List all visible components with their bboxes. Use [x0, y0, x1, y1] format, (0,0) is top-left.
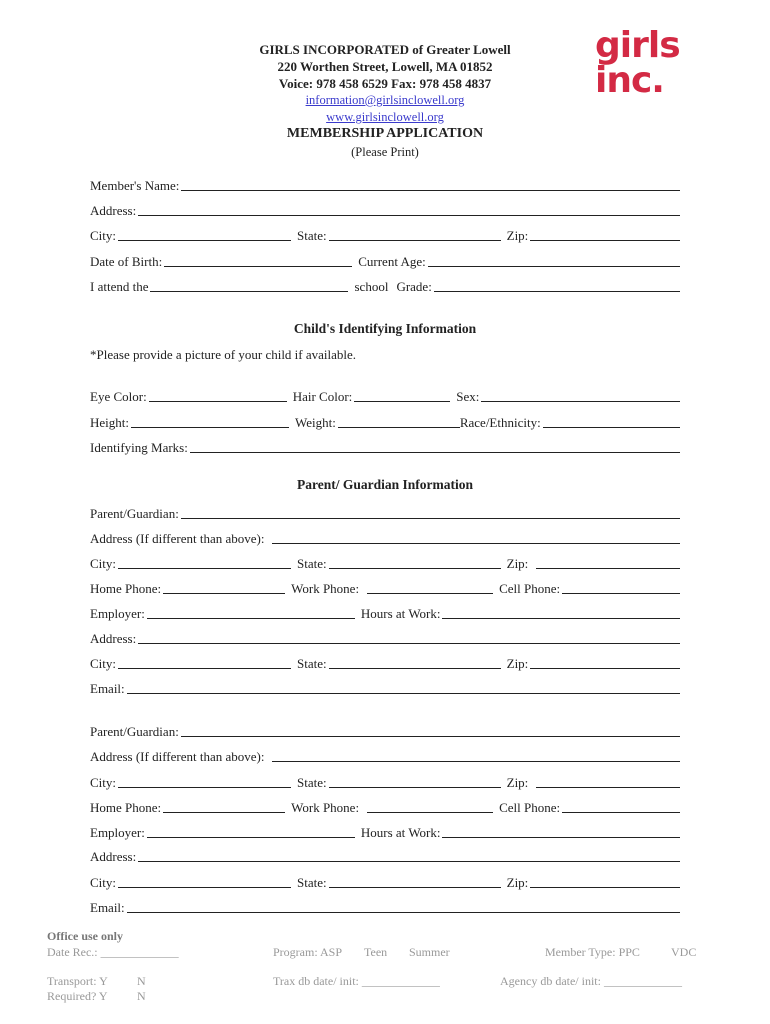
p2-employer-row	[90, 825, 680, 841]
p1-home-phone-label: Home Phone:	[90, 581, 162, 596]
child-photo-note: *Please provide a picture of your child if available.	[90, 347, 357, 362]
p2-email-label: Email:	[90, 900, 125, 915]
member-address-label: Address:	[90, 203, 137, 218]
office-vdc: VDC	[671, 945, 697, 959]
weight-label: Weight:	[295, 415, 336, 430]
member-state-label: State:	[297, 228, 327, 243]
p1-address-row	[90, 631, 680, 647]
p1-employer-label: Employer:	[90, 606, 145, 621]
p1-phone-row	[90, 581, 680, 597]
member-name-field[interactable]	[181, 190, 680, 191]
office-transport: Transport: Y	[47, 974, 108, 988]
p1-addr-diff-row	[90, 531, 680, 547]
p2-email-field[interactable]	[127, 912, 680, 913]
p2-state2-label: State:	[297, 875, 327, 890]
p2-employer-field[interactable]	[147, 837, 355, 838]
p1-zip-label: Zip:	[506, 556, 529, 571]
p1-guardian-label: Parent/Guardian:	[90, 506, 179, 521]
p2-addr-diff-row	[90, 749, 680, 765]
office-agency: Agency db date/ init: _____________	[500, 974, 682, 988]
p1-city2-label: City:	[90, 656, 117, 671]
p1-cell-phone-label: Cell Phone:	[499, 581, 561, 596]
p2-address-row	[90, 849, 680, 865]
p2-city-label: City:	[90, 775, 117, 790]
member-zip-label: Zip:	[506, 228, 529, 243]
org-phone-fax: Voice: 978 458 6529 Fax: 978 458 4837	[278, 76, 492, 91]
member-city-row	[90, 228, 680, 244]
member-attend-label: I attend the	[90, 279, 149, 294]
office-teen: Teen	[364, 945, 388, 959]
p1-addr-diff-label: Address (If different than above):	[90, 531, 265, 546]
p1-state-label: State:	[297, 556, 327, 571]
p1-home-phone-field[interactable]	[163, 593, 285, 594]
height-label: Height:	[90, 415, 129, 430]
member-age-label: Current Age:	[358, 254, 426, 269]
p2-guardian-field[interactable]	[181, 736, 680, 737]
p1-addr-diff-field[interactable]	[272, 543, 680, 544]
p2-city2-row	[90, 875, 680, 891]
p1-state2-field[interactable]	[329, 668, 501, 669]
office-date-rec: Date Rec.: _____________	[47, 945, 179, 959]
p1-work-phone-field[interactable]	[367, 593, 493, 594]
p1-email-row	[90, 681, 680, 697]
p2-address-label: Address:	[90, 849, 137, 864]
logo-line-2: inc.	[595, 60, 664, 101]
p2-state2-field[interactable]	[329, 887, 501, 888]
p1-hours-field[interactable]	[442, 618, 680, 619]
org-name: GIRLS INCORPORATED of Greater Lowell	[259, 42, 511, 57]
p1-city-row	[90, 556, 680, 572]
weight-field[interactable]	[338, 427, 460, 428]
p1-guardian-row	[90, 506, 680, 522]
form-title: MEMBERSHIP APPLICATION	[286, 126, 484, 141]
p2-address-field[interactable]	[138, 861, 680, 862]
marks-field[interactable]	[190, 452, 680, 453]
p2-city-row	[90, 775, 680, 791]
p1-employer-row	[90, 606, 680, 622]
p2-zip-label: Zip:	[506, 775, 529, 790]
office-required: Required? Y	[47, 989, 108, 1003]
office-transport-n: N	[137, 974, 146, 988]
p1-email-label: Email:	[90, 681, 125, 696]
parent-section-heading: Parent/ Guardian Information	[296, 477, 473, 492]
girls-inc-logo	[595, 25, 680, 101]
p1-email-field[interactable]	[127, 693, 680, 694]
p2-zip2-field[interactable]	[530, 887, 680, 888]
p1-city-field[interactable]	[118, 568, 291, 569]
office-member-type: Member Type: PPC	[545, 945, 640, 959]
p1-address-label: Address:	[90, 631, 137, 646]
p2-cell-phone-label: Cell Phone:	[499, 800, 561, 815]
p2-email-row	[90, 900, 680, 916]
p2-state-field[interactable]	[329, 787, 501, 788]
org-address: 220 Worthen Street, Lowell, MA 01852	[277, 59, 493, 74]
child-eye-row	[90, 389, 680, 405]
logo-line-1: girls	[595, 25, 680, 66]
hair-color-field[interactable]	[354, 401, 450, 402]
office-trax: Trax db date/ init: _____________	[273, 974, 440, 988]
p2-hours-field[interactable]	[442, 837, 680, 838]
org-email-link[interactable]: information@girlsinclowell.org	[305, 93, 465, 107]
p1-cell-phone-field[interactable]	[562, 593, 680, 594]
p1-city2-row	[90, 656, 680, 672]
member-grade-label: Grade:	[396, 279, 432, 294]
p2-work-phone-label: Work Phone:	[291, 800, 360, 815]
p1-zip2-label: Zip:	[506, 656, 529, 671]
office-use-heading: Office use only	[47, 929, 123, 943]
member-school-label: school	[354, 279, 389, 294]
office-summer: Summer	[409, 945, 450, 959]
member-address-field[interactable]	[138, 215, 680, 216]
p2-hours-label: Hours at Work:	[360, 825, 441, 840]
member-school-row	[90, 279, 680, 295]
height-field[interactable]	[131, 427, 289, 428]
member-zip-field[interactable]	[530, 240, 680, 241]
p2-city-field[interactable]	[118, 787, 291, 788]
office-required-n: N	[137, 989, 146, 1003]
p1-zip2-field[interactable]	[530, 668, 680, 669]
member-city-label: City:	[90, 228, 117, 243]
member-address-row	[90, 203, 680, 219]
p2-guardian-row	[90, 724, 680, 740]
p2-guardian-label: Parent/Guardian:	[90, 724, 179, 739]
eye-color-label: Eye Color:	[90, 389, 147, 404]
member-school-field[interactable]	[150, 291, 348, 292]
p2-employer-label: Employer:	[90, 825, 145, 840]
p2-cell-phone-field[interactable]	[562, 812, 680, 813]
p1-state-field[interactable]	[329, 568, 501, 569]
p1-hours-label: Hours at Work:	[360, 606, 441, 621]
p2-work-phone-field[interactable]	[367, 812, 493, 813]
race-label: Race/Ethnicity:	[459, 415, 541, 430]
child-height-row	[90, 415, 680, 431]
member-dob-row	[90, 254, 680, 270]
child-marks-row	[90, 440, 680, 456]
p2-zip-field[interactable]	[536, 787, 680, 788]
p1-guardian-field[interactable]	[181, 518, 680, 519]
sex-field[interactable]	[481, 401, 680, 402]
member-name-row	[90, 178, 680, 194]
member-grade-field[interactable]	[434, 291, 680, 292]
p2-addr-diff-field[interactable]	[272, 761, 680, 762]
marks-label: Identifying Marks:	[90, 440, 188, 455]
office-program: Program: ASP	[273, 945, 343, 959]
p2-addr-diff-label: Address (If different than above):	[90, 749, 265, 764]
p1-employer-field[interactable]	[147, 618, 355, 619]
member-state-field[interactable]	[329, 240, 501, 241]
p1-work-phone-label: Work Phone:	[291, 581, 360, 596]
p2-zip2-label: Zip:	[506, 875, 529, 890]
member-dob-field[interactable]	[164, 266, 352, 267]
sex-label: Sex:	[456, 389, 480, 404]
p1-address-field[interactable]	[138, 643, 680, 644]
member-age-field[interactable]	[428, 266, 680, 267]
member-city-field[interactable]	[118, 240, 291, 241]
member-dob-label: Date of Birth:	[90, 254, 163, 269]
p1-city2-field[interactable]	[118, 668, 291, 669]
p2-phone-row	[90, 800, 680, 816]
p2-home-phone-field[interactable]	[163, 812, 285, 813]
child-section-heading: Child's Identifying Information	[293, 321, 477, 336]
form-subtitle: (Please Print)	[351, 145, 419, 159]
eye-color-field[interactable]	[149, 401, 287, 402]
member-name-label: Member's Name:	[90, 178, 180, 193]
race-field[interactable]	[543, 427, 680, 428]
p1-zip-field[interactable]	[536, 568, 680, 569]
hair-color-label: Hair Color:	[292, 389, 353, 404]
p2-home-phone-label: Home Phone:	[90, 800, 162, 815]
p2-city2-field[interactable]	[118, 887, 291, 888]
p2-state-label: State:	[297, 775, 327, 790]
p1-state2-label: State:	[297, 656, 327, 671]
p1-city-label: City:	[90, 556, 117, 571]
p2-city2-label: City:	[90, 875, 117, 890]
org-website-link[interactable]: www.girlsinclowell.org	[326, 110, 444, 124]
